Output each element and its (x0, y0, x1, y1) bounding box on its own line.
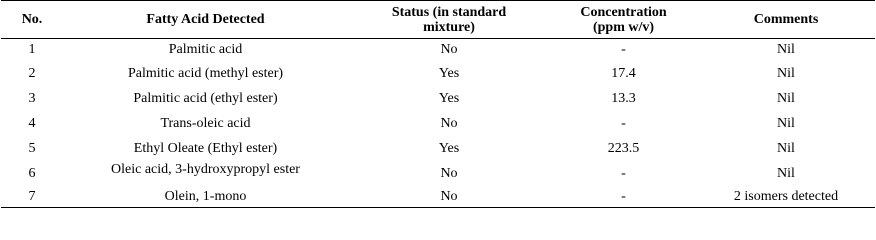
table-row (1, 136, 875, 161)
cell-name: Oleic acid, 3-hydroxypropyl ester (111, 161, 300, 177)
header-concentration (550, 1, 697, 39)
cell-no: 2 (28, 65, 36, 81)
cell-comment: Nil (777, 42, 795, 58)
cell-name: Ethyl Oleate (Ethyl ester) (133, 140, 278, 156)
header-conc-line2: (ppm w/v) (592, 19, 655, 35)
fatty-acid-table (1, 0, 875, 208)
cell-no: 3 (28, 90, 36, 106)
cell-status: Yes (438, 90, 460, 106)
cell-concentration: - (550, 186, 697, 208)
cell-no: 7 (1, 186, 63, 208)
table-row (1, 86, 875, 111)
cell-comment: Nil (777, 65, 795, 81)
header-comments: Comments (697, 1, 875, 39)
header-status-line1: Status (in standard (391, 4, 507, 20)
header-fatty-acid: Fatty Acid Detected (63, 1, 348, 39)
cell-concentration: - (621, 42, 626, 58)
cell-status: No (440, 165, 458, 181)
cell-status: Yes (438, 140, 460, 156)
table-row (1, 186, 875, 208)
cell-no: 1 (28, 42, 36, 58)
cell-comment: Nil (777, 165, 795, 181)
cell-no: 6 (28, 165, 36, 181)
cell-status: No (440, 42, 458, 58)
cell-concentration: 17.4 (611, 65, 636, 81)
cell-name: Olein, 1-mono (63, 186, 348, 208)
cell-name: Trans-oleic acid (160, 115, 251, 131)
cell-comment: Nil (777, 90, 795, 106)
table-row (1, 61, 875, 86)
header-status (348, 1, 550, 39)
cell-name: Palmitic acid (methyl ester) (127, 65, 284, 81)
cell-comment: 2 isomers detected (697, 186, 875, 208)
table-row (1, 39, 875, 61)
cell-no: 4 (28, 115, 36, 131)
cell-comment: Nil (777, 140, 795, 156)
cell-concentration: 13.3 (611, 90, 636, 106)
table-header (1, 1, 875, 39)
table-row (1, 161, 875, 186)
header-row (1, 1, 875, 39)
cell-concentration: 223.5 (607, 140, 640, 156)
cell-status: Yes (438, 65, 460, 81)
cell-concentration: - (621, 165, 626, 181)
cell-comment: Nil (777, 115, 795, 131)
header-conc-line1: Concentration (580, 4, 667, 20)
table-body (1, 39, 875, 208)
cell-concentration: - (621, 115, 626, 131)
table-row (1, 111, 875, 136)
cell-no: 5 (28, 140, 36, 156)
cell-status: No (348, 186, 550, 208)
cell-name: Palmitic acid (ethyl ester) (133, 90, 278, 106)
header-status-line2: mixture) (423, 19, 475, 35)
cell-status: No (440, 115, 458, 131)
cell-name: Palmitic acid (168, 42, 243, 58)
header-no: No. (1, 1, 63, 39)
